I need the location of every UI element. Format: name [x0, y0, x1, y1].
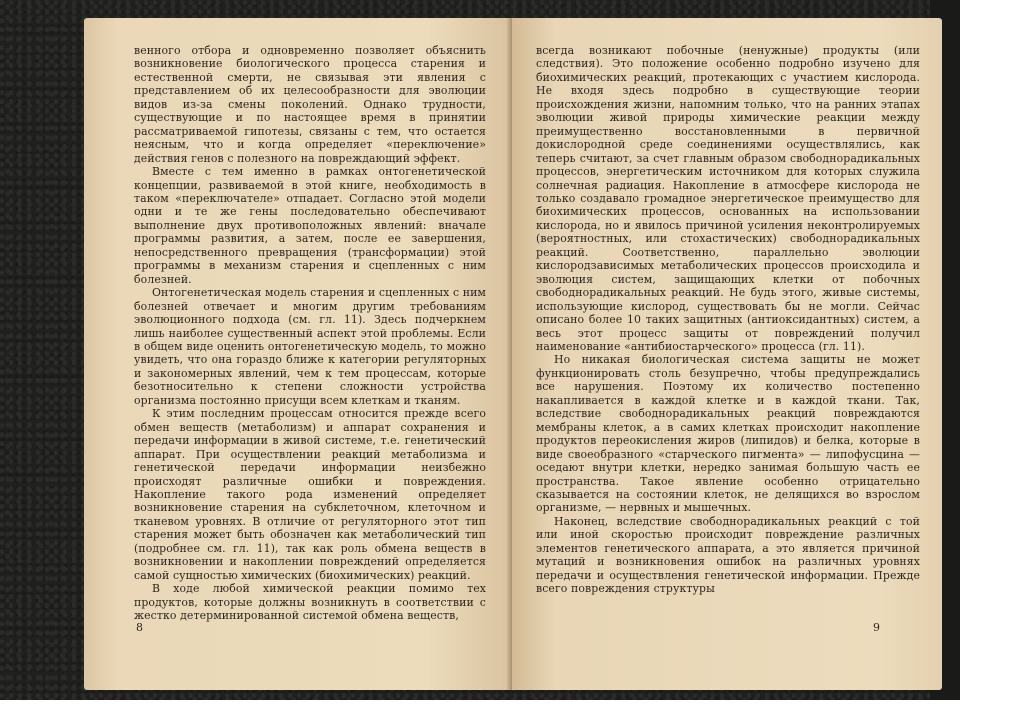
- left-page-text: [134, 44, 486, 622]
- left-page: [84, 18, 512, 690]
- paragraph: К этим последним процессам относится прежде всего обмен веществ (метаболизм) и аппарат сохранения и передачи информации в живой системе, т.е. генетический аппарат. При осуществлении реакций метаболизма и генетической передачи информации неизбежно происходят различные ошибки и повреждения. Накопление такого рода изменений определяет возникновение старения на субклеточном, клеточном и тканевом уровнях. В отличие от регуляторного этот тип старения может быть обозначен как метаболический тип (подробнее см. гл. 11), так как роль обмена веществ в возникновении и накоплении повреждений определяется самой сущностью химических (биохимических) реакций.: [134, 407, 486, 582]
- paragraph: Наконец, вследствие свободнорадикальных реакций с той или иной скоростью происходит повреждение различных элементов генетического аппарата, а это является причиной мутаций и возникновения ошибок на различных уровнях передачи и осуществления генетической информации. Прежде всего повреждения структуры: [536, 514, 920, 596]
- paragraph: всегда возникают побочные (ненужные) продукты (или следствия). Это положение особенно подробно изучено для биохимических реакций, протекающих с участием кислорода. Не входя здесь подробно в существующие теории происхождения жизни, напомним только, что на ранних этапах эволюции живой природы химические реакции между преимущественно восстановленными в первичной докислородной среде соединениями осуществлялись, как теперь считают, за счет главным образом свободнорадикальных процессов, энергетическим источником для которых служила солнечная радиация. Накопление в атмосфере кислорода не только создавало громадное энергетическое преимущество для биохимических процессов, основанных на использовании кислорода, но и явилось причиной усиления неконтролируемых (вероятностных, или стохастических) свободнорадикальных реакций. Соответственно, параллельно эволюции кислородзависимых метаболических процессов происходила и эволюция систем, защищающих клетки от побочных свободнорадикальных реакций. Не будь этого, живые системы, использующие кислород, существовать бы не могли. Сейчас описано более 10 таких защитных (антиоксидантных) систем, а весь этот процесс защиты от повреждений получил наименование «антибиостарческого» процесса (гл. 11).: [536, 44, 920, 353]
- paragraph: Онтогенетическая модель старения и сцепленных с ним болезней отвечает и многим другим требованиям эволюционного подхода (см. гл. 11). Здесь подчеркнем лишь наиболее существенный аспект этой проблемы. Если в общем виде оценить онтогенетическую модель, то можно увидеть, что она гораздо ближе к категории регуляторных и закономерных явлений, чем к тем процессам, которые безотносительно к степени сложности устройства организма постоянно присущи всем клеткам и тканям.: [134, 286, 486, 407]
- page-number-right: 9: [873, 621, 880, 634]
- paragraph: В ходе любой химической реакции помимо тех продуктов, которые должны возникнуть в соответствии с жестко детерминированной системой обмена веществ,: [134, 582, 486, 623]
- paragraph: Вместе с тем именно в рамках онтогенетической концепции, развиваемой в этой книге, необходимость в таком «переключателе» отпадает. Согласно этой модели одни и те же гены последовательно обеспечивают выполнение двух противоположных явлений: вначале программы развития, а затем, после ее завершения, непосредственного превращения (трансформации) этой программы в механизм старения и сцепленных с ним болезней.: [134, 165, 486, 286]
- right-page: [512, 18, 942, 690]
- right-page-text: [536, 44, 920, 596]
- page-number-left: 8: [136, 621, 143, 634]
- paragraph: Но никакая биологическая система защиты не может функционировать столь безупречно, чтобы предупреждались все нарушения. Поэтому их количество постепенно накапливается в каждой клетке и в каждой ткани. Так, вследствие свободнорадикальных реакций повреждаются мембраны клеток, а в самих клетках происходит накопление продуктов переокисления жиров (липидов) и белка, которые в виде своеобразного «старческого пигмента» — липофусцина — оседают внутри клетки, нередко занимая большую часть ее пространства. Такое явление особенно отрицательно сказывается на состоянии клеток, не делящихся во взрослом организме, — нервных и мышечных.: [536, 353, 920, 515]
- paragraph: венного отбора и одновременно позволяет объяснить возникновение биологического процесса старения и естественной смерти, не связывая эти явления с представлением об их целесообразности для эволюции видов из-за смены поколений. Однако трудности, существующие и по настоящее время в принятии рассматриваемой гипотезы, связаны с тем, что остается неясным, что и когда определяет «переключение» действия генов с полезного на повреждающий эффект.: [134, 44, 486, 165]
